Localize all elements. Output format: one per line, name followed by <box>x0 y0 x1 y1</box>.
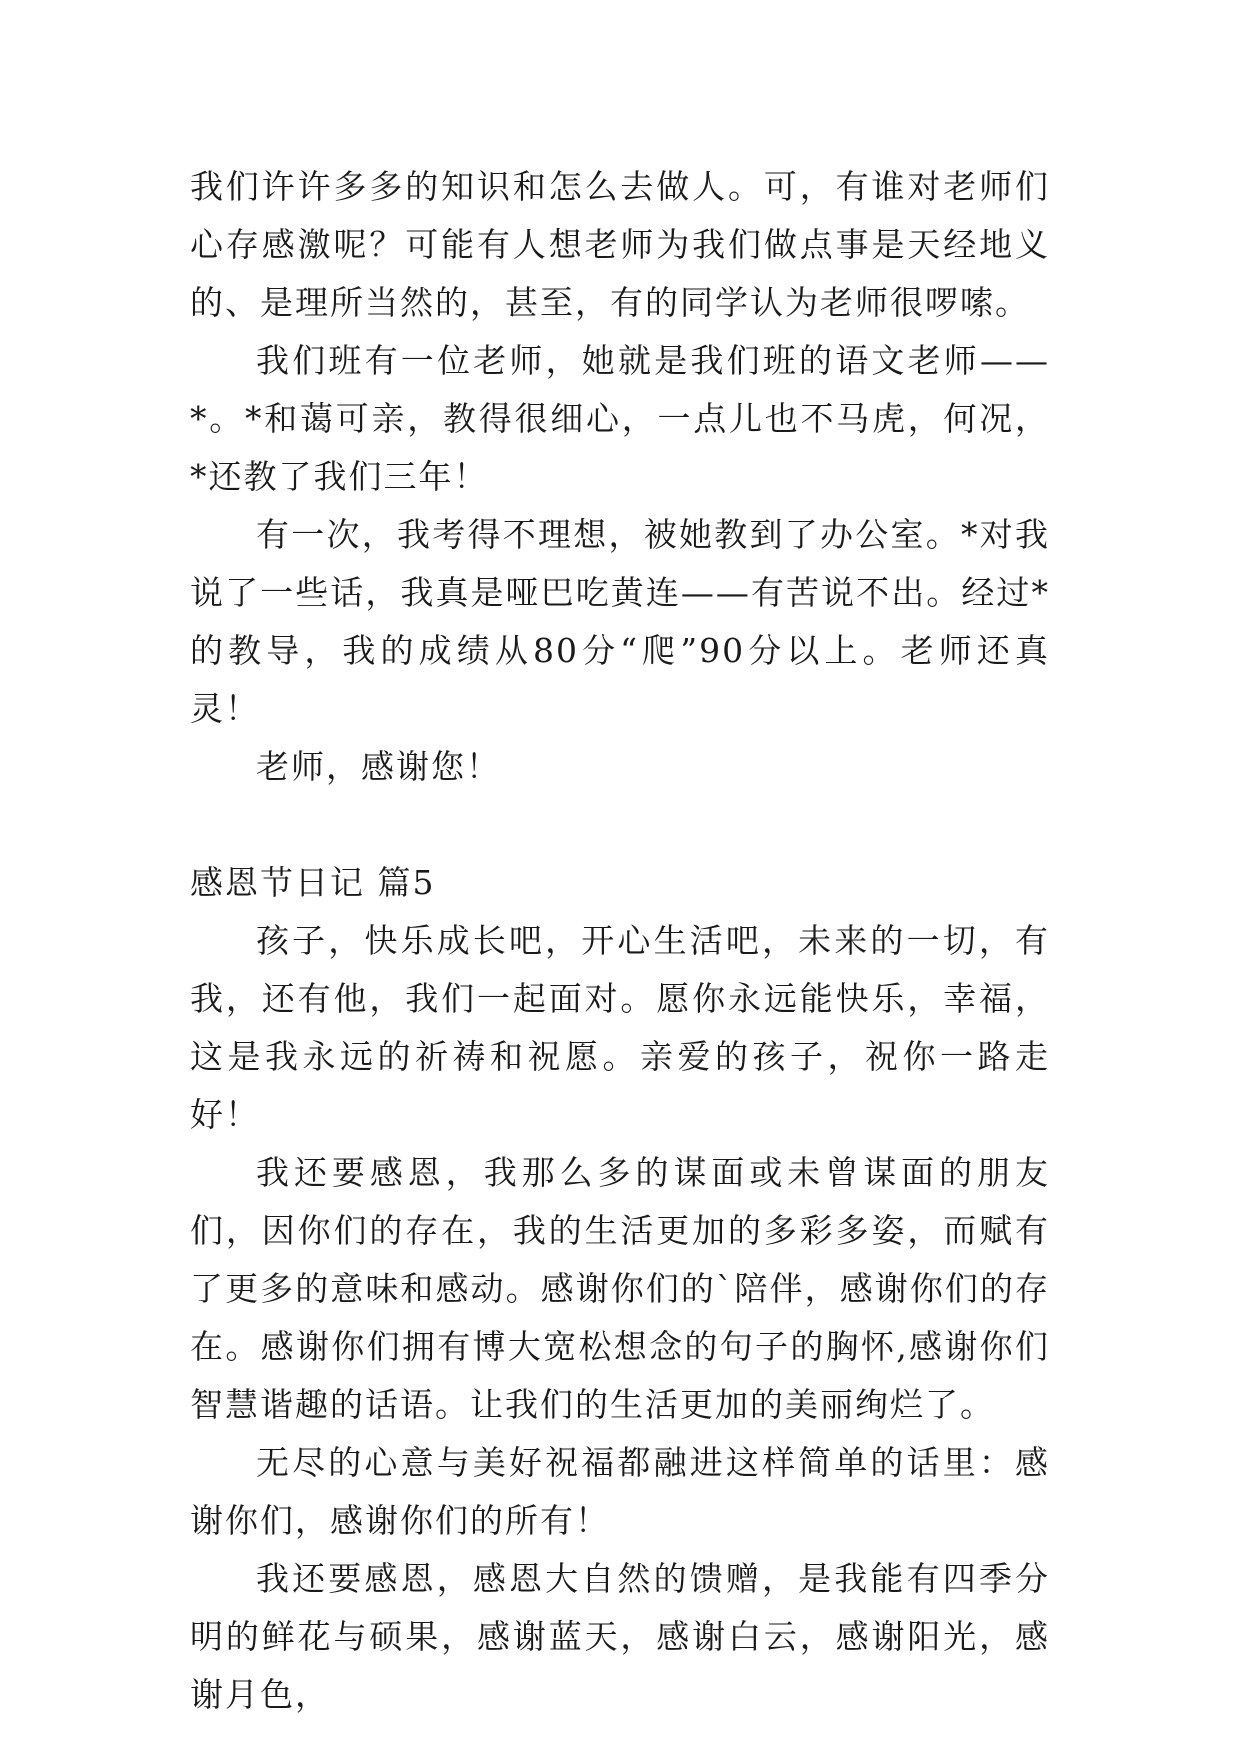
section-spacer <box>190 796 1050 854</box>
paragraph-a4: 老师，感谢您！ <box>256 747 501 786</box>
paragraph-a1: 我们许许多多的知识和怎么去做人。可，有谁对老师们心存感激呢？可能有人想老师为我们做点事是天经地义的、是理所当然的，甚至，有的同学认为老师很啰嗦。 <box>190 167 1050 322</box>
paragraph-b4: 我还要感恩，感恩大自然的馈赠，是我能有四季分明的鲜花与硕果，感谢蓝天，感谢白云，感谢阳光，感谢月色， <box>190 1559 1050 1714</box>
document-body <box>190 158 1050 1724</box>
paragraph-b3: 无尽的心意与美好祝福都融进这样简单的话里：感谢你们，感谢你们的所有！ <box>190 1443 1050 1540</box>
paragraph-a2: 我们班有一位老师，她就是我们班的语文老师——*。*和蔼可亲，教得很细心，一点儿也不马虎，何况，*还教了我们三年！ <box>190 341 1050 496</box>
paragraph-b1: 孩子，快乐成长吧，开心生活吧，未来的一切，有我，还有他，我们一起面对。愿你永远能快乐，幸福，这是我永远的祈祷和祝愿。亲爱的孩子，祝你一路走好！ <box>190 921 1050 1134</box>
paragraph-b2: 我还要感恩，我那么多的谋面或未曾谋面的朋友们，因你们的存在，我的生活更加的多彩多姿，而赋有了更多的意味和感动。感谢你们的`陪伴，感谢你们的存在。感谢你们拥有博大宽松想念的句子的胸怀,感谢你们智慧谐趣的话语。让我们的生活更加的美丽绚烂了。 <box>190 1153 1050 1424</box>
section-heading: 感恩节日记 篇5 <box>190 863 436 902</box>
paragraph-a3: 有一次，我考得不理想，被她教到了办公室。*对我说了一些话，我真是哑巴吃黄连——有苦说不出。经过*的教导，我的成绩从80分“爬”90分以上。老师还真灵！ <box>190 515 1050 728</box>
